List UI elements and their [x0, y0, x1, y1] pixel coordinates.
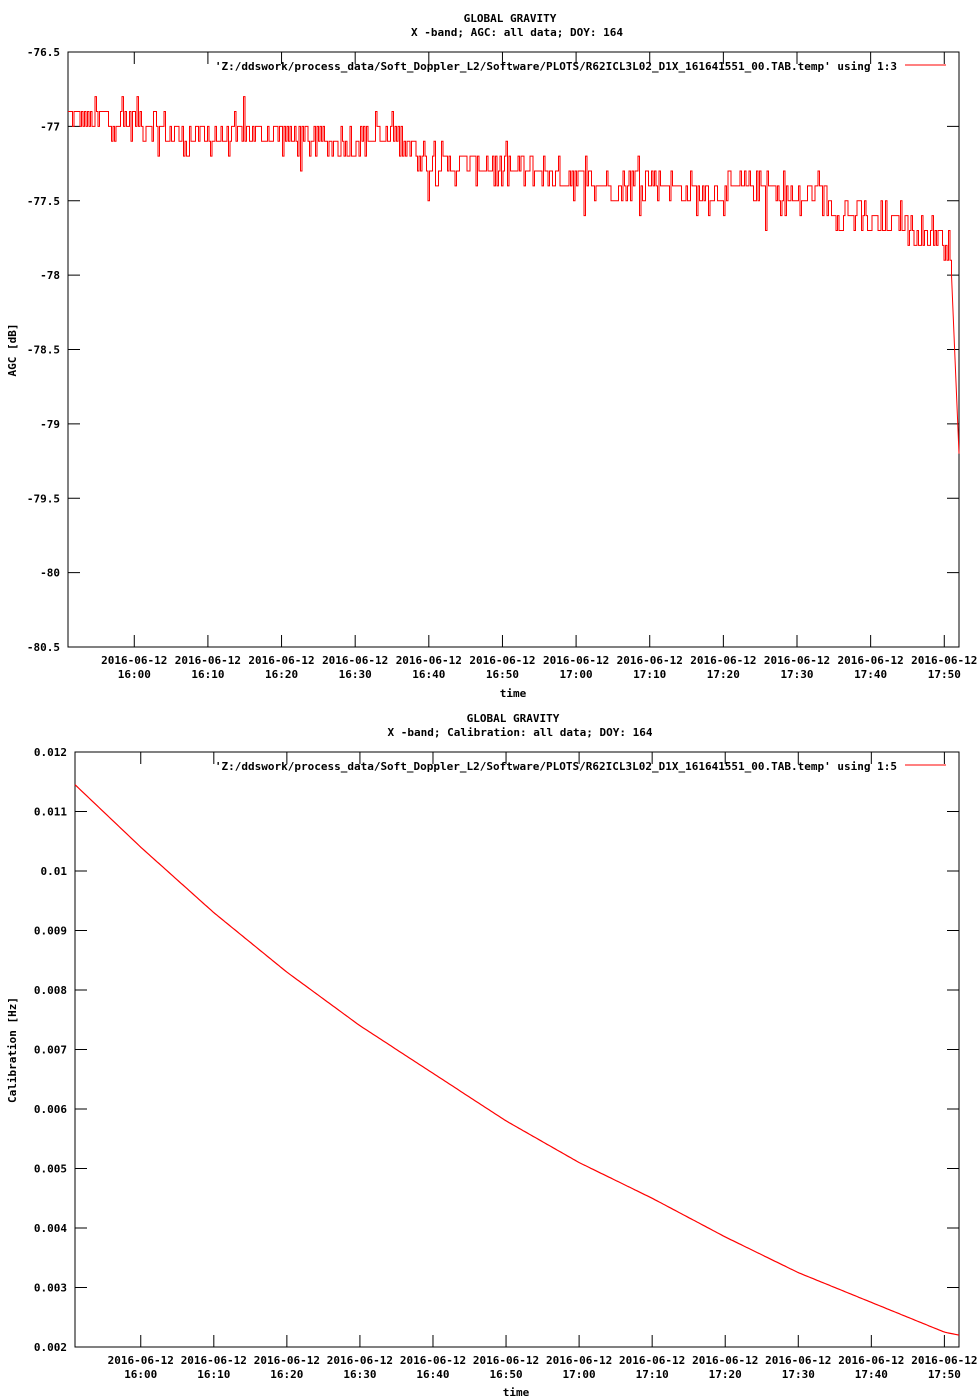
calibration-x-tick-date: 2016-06-12	[545, 1354, 613, 1367]
agc-x-tick-time: 16:30	[338, 668, 372, 681]
agc-x-axis-label: time	[499, 687, 527, 700]
agc-legend-label: 'Z:/ddswork/process_data/Soft_Doppler_L2/Software/PLOTS/R62ICL3L02_D1X_161641551_00.TAB.temp' using 1:3	[214, 60, 897, 73]
calibration-x-tick-time: 16:40	[416, 1368, 450, 1381]
calibration-y-tick-label: 0.003	[33, 1281, 67, 1295]
agc-x-tick-date: 2016-06-12	[616, 654, 683, 667]
agc-y-axis	[27, 46, 959, 654]
calibration-x-tick-time: 17:00	[562, 1368, 596, 1381]
agc-x-tick-time: 17:20	[706, 668, 740, 681]
agc-y-tick-label: -80.5	[26, 641, 60, 654]
agc-y-tick-label: -78.5	[26, 343, 60, 357]
agc-x-tick-date: 2016-06-12	[469, 654, 536, 667]
calibration-y-tick-label: 0.005	[33, 1162, 67, 1176]
calibration-y-axis-label: Calibration [Hz]	[6, 997, 19, 1103]
calibration-x-tick-date: 2016-06-12	[399, 1354, 467, 1367]
calibration-x-tick-time: 16:30	[343, 1368, 377, 1381]
calibration-x-tick-date: 2016-06-12	[253, 1354, 320, 1367]
calibration-x-tick-date: 2016-06-12	[765, 1354, 832, 1367]
agc-x-tick-date: 2016-06-12	[542, 654, 610, 667]
agc-y-tick-label: -79.5	[26, 492, 60, 506]
agc-x-tick-date: 2016-06-12	[395, 654, 462, 667]
calibration-x-tick-date: 2016-06-12	[619, 1354, 686, 1367]
calibration-y-tick-label: 0.012	[33, 746, 67, 759]
calibration-y-tick-label: 0.01	[40, 865, 67, 878]
calibration-x-tick-time: 17:40	[854, 1368, 888, 1381]
agc-series-line	[68, 97, 959, 454]
agc-y-tick-label: -80	[40, 566, 60, 580]
calibration-chart-subtitle: X -band; Calibration: all data; DOY: 164	[387, 726, 653, 739]
agc-x-tick-time: 17:10	[633, 668, 667, 681]
agc-x-tick-date: 2016-06-12	[837, 654, 904, 667]
calibration-x-tick-time: 16:00	[124, 1368, 158, 1381]
agc-y-tick-label: -76.5	[26, 46, 60, 59]
agc-chart	[6, 12, 977, 700]
calibration-x-axis	[108, 752, 978, 1381]
calibration-y-tick-label: 0.006	[33, 1103, 67, 1116]
agc-x-tick-date: 2016-06-12	[248, 654, 315, 667]
calibration-chart-title: GLOBAL GRAVITY	[466, 712, 560, 725]
calibration-x-tick-time: 16:10	[197, 1368, 231, 1381]
agc-y-tick-label: -79	[40, 417, 60, 431]
calibration-plot-frame	[75, 752, 959, 1347]
agc-x-tick-date: 2016-06-12	[911, 654, 978, 667]
agc-x-tick-time: 16:40	[412, 668, 446, 681]
agc-x-tick-time: 16:00	[117, 668, 151, 681]
agc-y-axis-label: AGC [dB]	[6, 323, 19, 377]
calibration-y-axis	[34, 746, 959, 1354]
calibration-x-tick-date: 2016-06-12	[107, 1354, 174, 1367]
calibration-x-tick-date: 2016-06-12	[180, 1354, 247, 1367]
agc-x-tick-time: 17:00	[559, 668, 593, 681]
calibration-x-tick-time: 16:20	[270, 1368, 304, 1381]
agc-x-tick-date: 2016-06-12	[101, 654, 168, 667]
agc-x-tick-date: 2016-06-12	[174, 654, 242, 667]
calibration-legend-label: 'Z:/ddswork/process_data/Soft_Doppler_L2/Software/PLOTS/R62ICL3L02_D1X_161641551_00.TAB.temp' using 1:5	[214, 760, 897, 773]
calibration-y-tick-label: 0.008	[33, 984, 67, 997]
calibration-x-tick-time: 16:50	[489, 1368, 523, 1381]
calibration-x-tick-time: 17:10	[635, 1368, 669, 1381]
agc-y-tick-label: -78	[40, 269, 60, 283]
calibration-y-tick-label: 0.007	[33, 1043, 67, 1057]
agc-chart-title: GLOBAL GRAVITY	[463, 12, 557, 25]
agc-x-tick-time: 16:10	[191, 668, 225, 681]
calibration-x-tick-date: 2016-06-12	[472, 1354, 540, 1367]
calibration-series-line	[75, 785, 959, 1335]
agc-x-axis	[101, 52, 977, 681]
agc-chart-subtitle: X -band; AGC: all data; DOY: 164	[411, 26, 623, 39]
calibration-y-tick-label: 0.002	[33, 1341, 67, 1354]
calibration-x-tick-time: 17:50	[927, 1368, 961, 1381]
agc-y-tick-label: -77.5	[26, 194, 60, 208]
agc-plot-frame	[68, 52, 959, 647]
agc-x-tick-time: 17:30	[780, 668, 814, 681]
agc-x-tick-date: 2016-06-12	[690, 654, 757, 667]
calibration-x-tick-time: 17:30	[781, 1368, 815, 1381]
calibration-y-tick-label: 0.009	[33, 924, 67, 938]
calibration-x-tick-time: 17:20	[708, 1368, 742, 1381]
agc-x-tick-time: 16:50	[485, 668, 520, 681]
agc-x-tick-date: 2016-06-12	[763, 654, 831, 667]
calibration-x-tick-date: 2016-06-12	[911, 1354, 978, 1367]
agc-x-tick-date: 2016-06-12	[322, 654, 389, 667]
calibration-x-tick-date: 2016-06-12	[326, 1354, 394, 1367]
calibration-x-tick-date: 2016-06-12	[838, 1354, 905, 1367]
calibration-x-tick-date: 2016-06-12	[692, 1354, 759, 1367]
calibration-chart	[6, 712, 978, 1399]
agc-x-tick-time: 16:20	[264, 668, 299, 681]
agc-x-tick-time: 17:40	[854, 668, 888, 681]
agc-y-tick-label: -77	[40, 120, 60, 134]
calibration-x-axis-label: time	[502, 1386, 530, 1399]
agc-x-tick-time: 17:50	[927, 668, 961, 681]
calibration-y-tick-label: 0.004	[33, 1222, 67, 1235]
calibration-y-tick-label: 0.011	[33, 805, 67, 819]
